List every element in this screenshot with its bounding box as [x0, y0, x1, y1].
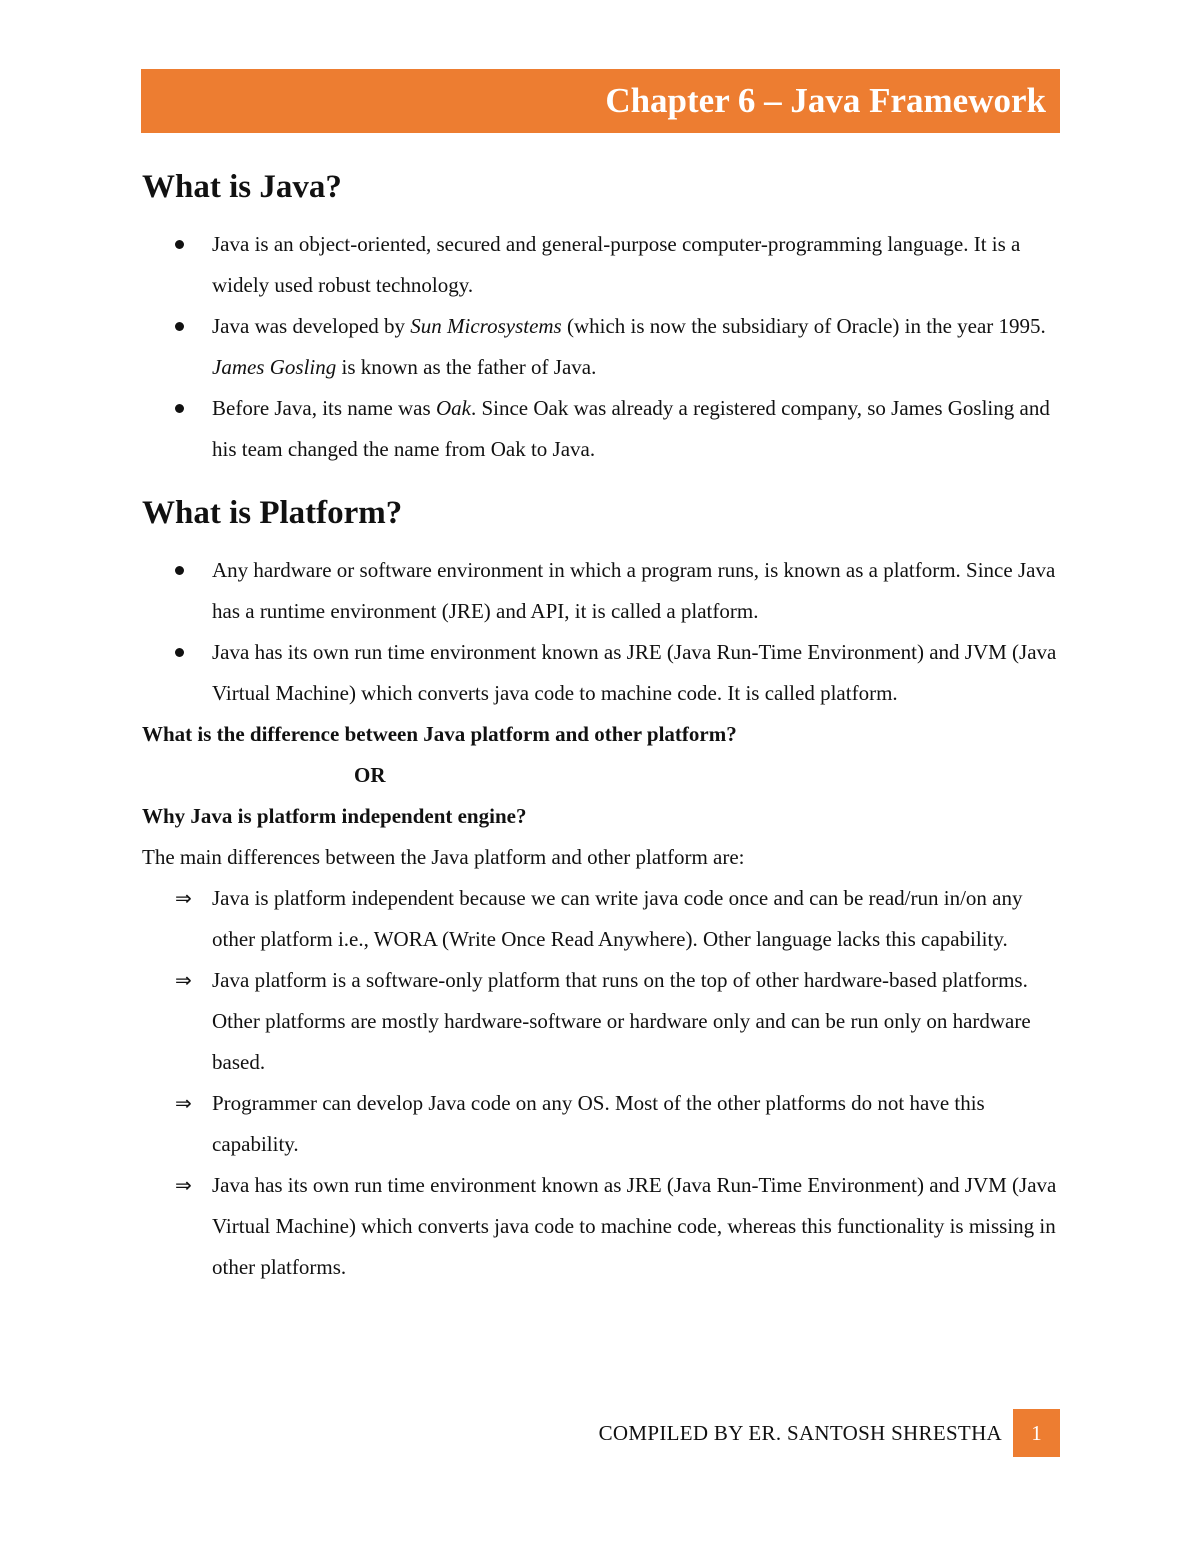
list-item: Any hardware or software environment in which a program runs, is known as a platform. Since Java has a runtime environment (JRE) and API, it is called a platform.: [142, 550, 1067, 632]
list-item: ⇒ Java has its own run time environment known as JRE (Java Run-Time Environment) and JVM (Java Virtual Machine) which converts java code to machine code, whereas this functionality is missing in other platforms.: [142, 1165, 1067, 1288]
list-item: ⇒ Java is platform independent because we can write java code once and can be read/run in/on any other platform i.e., WORA (Write Once Read Anywhere). Other language lacks this capability.: [142, 878, 1067, 960]
list-item: ⇒ Java platform is a software-only platform that runs on the top of other hardware-based platforms. Other platforms are mostly hardware-software or hardware only and can be run only on hardware based.: [142, 960, 1067, 1083]
page-content: [142, 160, 1067, 1288]
person-name: James Gosling: [212, 355, 337, 379]
differences-list: [142, 878, 1067, 1288]
double-arrow-icon: ⇒: [175, 968, 192, 992]
question-why-independent: Why Java is platform independent engine?: [142, 804, 527, 828]
page-footer: [560, 1409, 1060, 1457]
bullet-icon: [175, 648, 184, 657]
heading-what-is-java: What is Java?: [142, 169, 342, 205]
list-item: Java was developed by Sun Microsystems (which is now the subsidiary of Oracle) in the year 1995. James Gosling is known as the father of Java.: [142, 306, 1067, 388]
question-difference: What is the difference between Java platform and other platform?: [142, 722, 737, 746]
compiled-by: COMPILED BY ER. SANTOSH SHRESTHA: [598, 1421, 1002, 1445]
chapter-header-bar: [141, 69, 1060, 133]
bullet-icon: [175, 404, 184, 413]
list-item: ⇒ Programmer can develop Java code on any OS. Most of the other platforms do not have this capability.: [142, 1083, 1067, 1165]
heading-what-is-platform: What is Platform?: [142, 495, 403, 531]
list-item: Before Java, its name was Oak. Since Oak was already a registered company, so James Gosling and his team changed the name from Oak to Java.: [142, 388, 1067, 470]
question-or: OR: [354, 763, 386, 787]
former-name: Oak: [435, 396, 471, 420]
company-name: Sun Microsystems: [410, 314, 562, 338]
bullet-icon: [175, 240, 184, 249]
bullet-icon: [175, 566, 184, 575]
bullet-icon: [175, 322, 184, 331]
differences-intro: The main differences between the Java platform and other platform are:: [142, 845, 745, 869]
double-arrow-icon: ⇒: [175, 1091, 192, 1115]
chapter-title: Chapter 6 – Java Framework: [605, 81, 1046, 120]
list-item: Java is an object-oriented, secured and general-purpose computer-programming language. It is a widely used robust technology.: [142, 224, 1067, 306]
list-item: Java has its own run time environment known as JRE (Java Run-Time Environment) and JVM (Java Virtual Machine) which converts java code to machine code. It is called platform.: [142, 632, 1067, 714]
java-bullet-list: [142, 224, 1067, 470]
platform-bullet-list: [142, 550, 1067, 714]
double-arrow-icon: ⇒: [175, 886, 192, 910]
page-number: 1: [1013, 1409, 1060, 1457]
double-arrow-icon: ⇒: [175, 1173, 192, 1197]
